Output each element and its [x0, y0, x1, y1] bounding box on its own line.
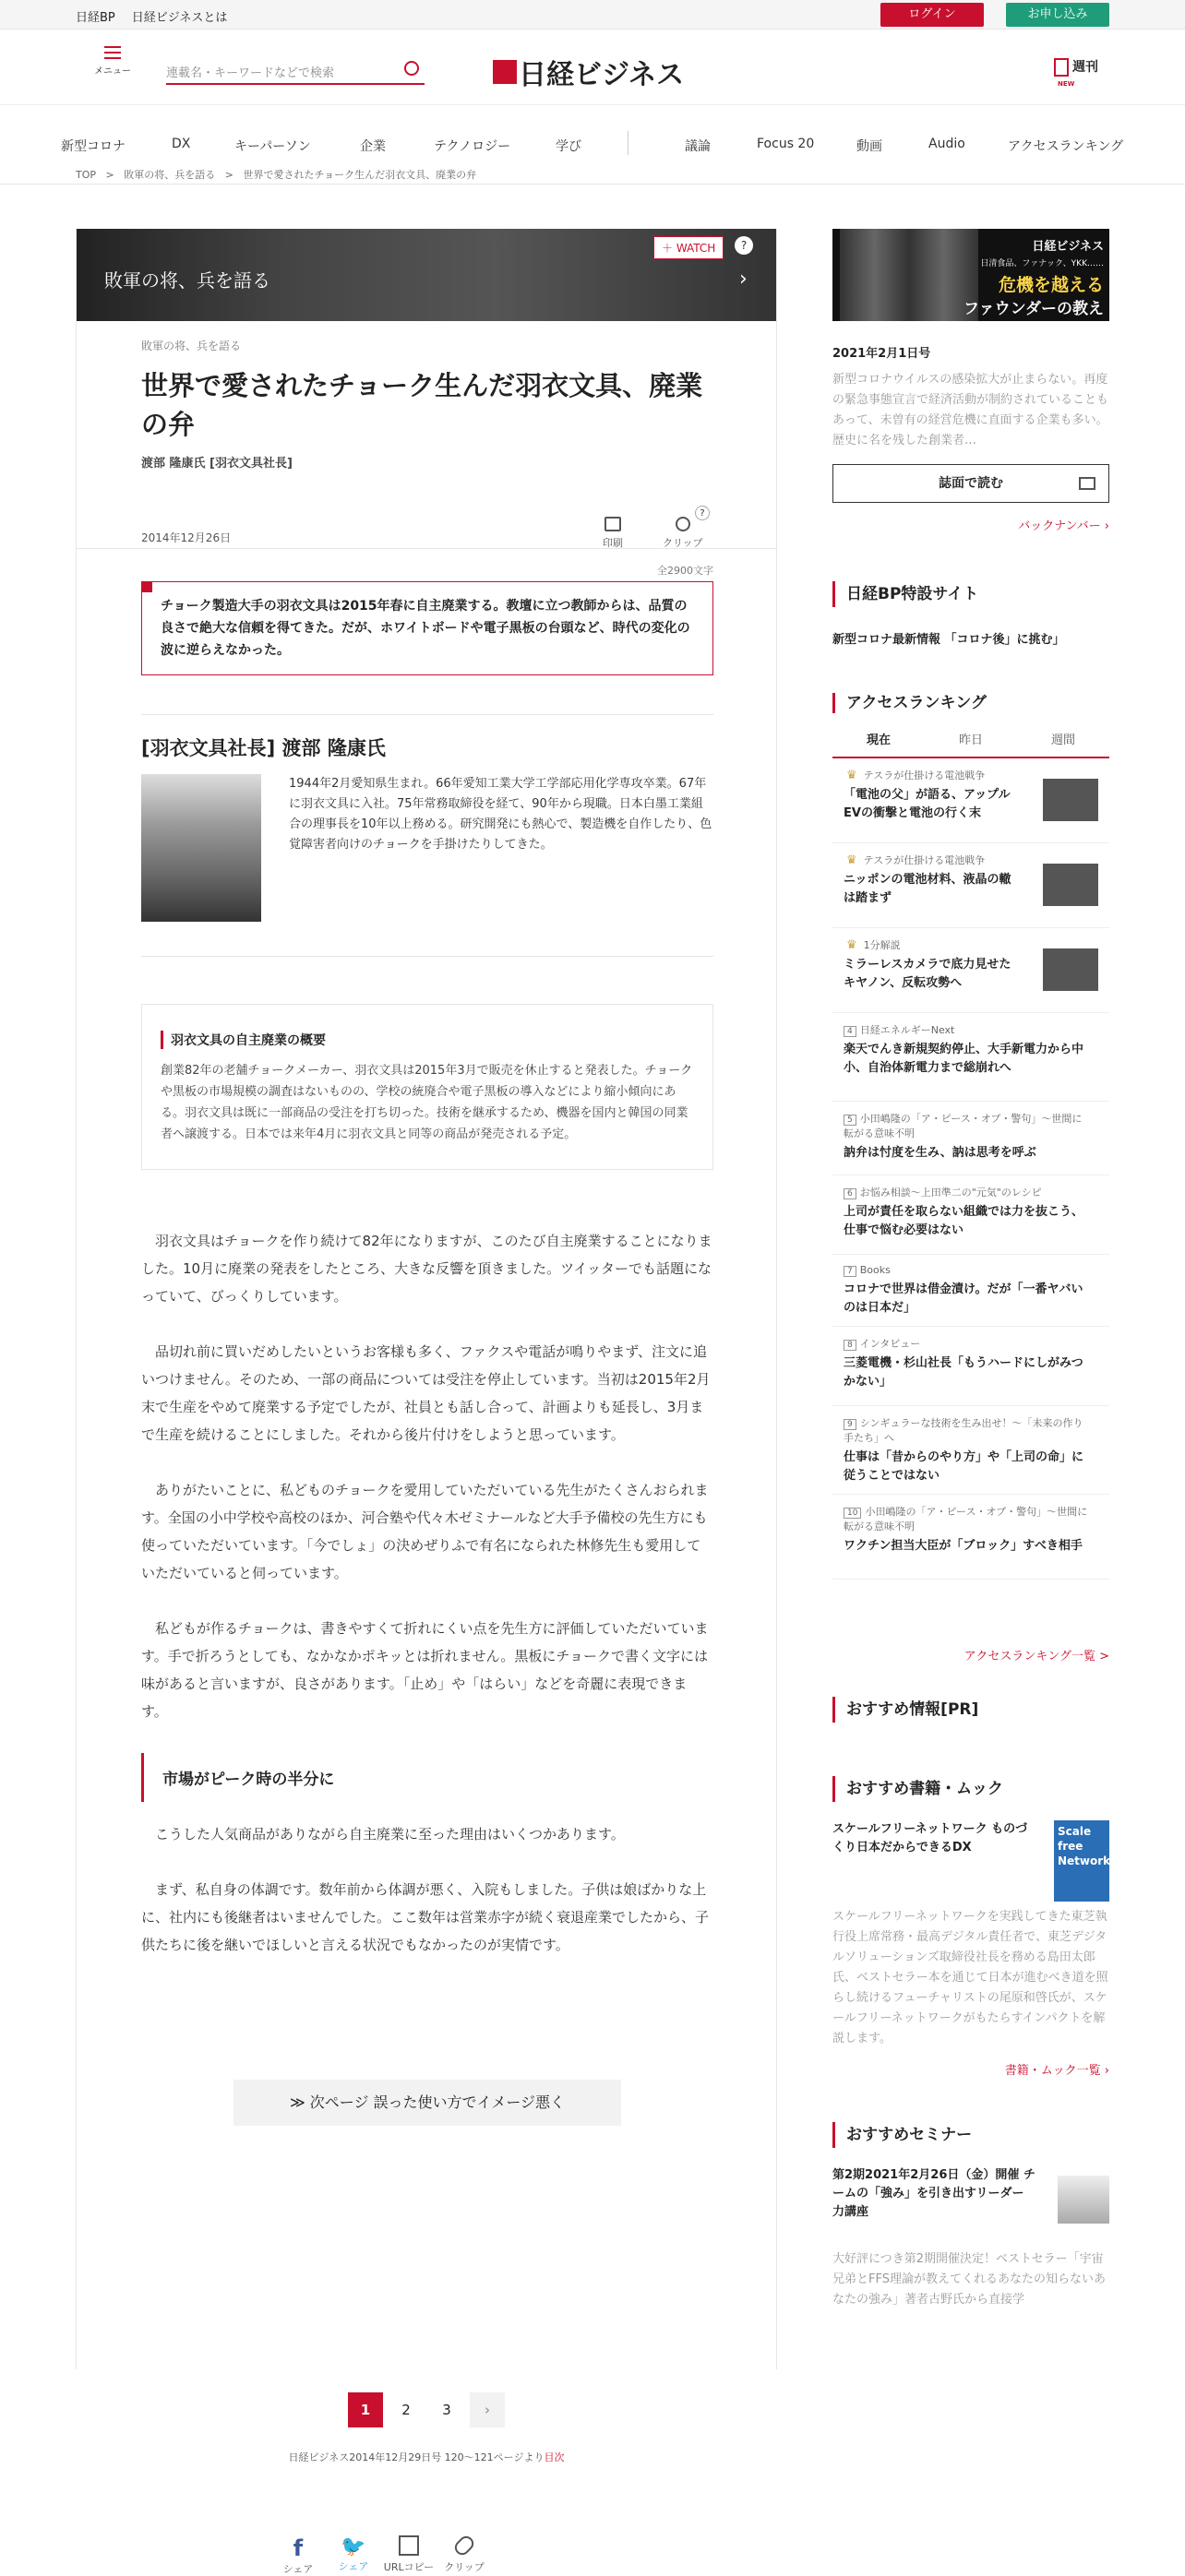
clip-button[interactable]	[663, 517, 703, 550]
sidebar	[832, 229, 1109, 2310]
breadcrumb-top[interactable]: TOP	[76, 169, 97, 181]
book-icon	[1079, 477, 1095, 490]
book-title: スケールフリーネットワーク ものづくり日本だからできるDX	[832, 1822, 1028, 1854]
profile	[141, 714, 713, 922]
summary-title: 羽衣文具の自主廃業の概要	[161, 1031, 694, 1049]
nav-item[interactable]: Audio	[928, 137, 965, 151]
twitter-icon: 🐦	[341, 2535, 366, 2558]
ranking-item[interactable]	[832, 1327, 1109, 1406]
print-label: 印刷	[603, 537, 623, 549]
rank-thumbnail	[1043, 864, 1098, 906]
rank-number: 10	[844, 1508, 861, 1519]
char-count: 全2900文字	[657, 565, 713, 577]
search-input[interactable]	[166, 55, 425, 85]
rank-number: ♛	[846, 938, 857, 952]
ranking-item[interactable]	[832, 1013, 1109, 1102]
tab-now[interactable]: 現在	[866, 733, 891, 747]
profile-photo	[141, 774, 261, 922]
article-column	[76, 229, 777, 2575]
bp-link[interactable]: 新型コロナ最新情報 「コロナ後」に挑む」	[832, 633, 1065, 647]
ranking-item[interactable]	[832, 1255, 1109, 1327]
ranking-item[interactable]	[832, 843, 1109, 928]
clip-label: クリップ	[663, 537, 703, 549]
share-label: シェア	[338, 2560, 369, 2572]
read-button[interactable]	[832, 464, 1109, 503]
site-header	[0, 30, 1185, 105]
page-2[interactable]: 2	[401, 2402, 411, 2418]
weekly-label: 週刊	[1072, 60, 1098, 75]
lead-box	[141, 581, 713, 675]
book-cover: Scale free Network	[1054, 1820, 1109, 1902]
clip-icon	[672, 514, 693, 535]
logo-mark	[493, 60, 517, 84]
share-label: URLコピー	[383, 2561, 435, 2573]
rank-number: ♛	[846, 853, 857, 867]
breadcrumb-sep: >	[105, 169, 114, 181]
next-page-arrow[interactable]: ›	[470, 2392, 505, 2427]
backnumber-label: バックナンバー	[1018, 519, 1101, 533]
ranking-tabs	[832, 721, 1109, 758]
nav-item[interactable]: テクノロジー	[434, 139, 511, 154]
search-placeholder: 連載名・キーワードなどで検索	[166, 66, 335, 80]
ad-photo	[840, 229, 978, 321]
breadcrumb	[76, 167, 476, 182]
book-item[interactable]	[832, 1820, 1109, 1903]
nav-item[interactable]: 議論	[685, 139, 711, 154]
series-banner[interactable]	[77, 229, 776, 321]
share-twitter[interactable]	[326, 2535, 381, 2573]
rank-title: 仕事は「昔からのやり方」や「上司の命」に従うことではない	[844, 1450, 1084, 1483]
ranking-item[interactable]	[832, 1102, 1109, 1175]
seminar-text: 大好評につき第2期開催決定！ベストセラー「宇宙兄弟とFFS理論が教えてくれるあなたの知らないあなたの強み」著者古野氏から直接学	[832, 2252, 1106, 2307]
rank-number: 4	[844, 1026, 856, 1037]
print-button[interactable]	[603, 517, 623, 550]
profile-name: [羽衣文具社長] 渡部 隆康氏	[141, 737, 386, 759]
login-button[interactable]: ログイン	[880, 3, 984, 27]
paragraph: 品切れ前に買いだめしたいというお客様も多く、ファクスや電話が鳴りやまず、注文に追いつけません。そのため、一部の商品については受注を停止しています。当初は2015年2月末で生産をやめて廃業する予定でしたが、社員とも話し合って、計画よりも延長し、3月まで生産を続けることにしました。それから後片付けをしようと思っています。	[141, 1343, 711, 1443]
rank-title: 「電池の父」が語る、アップルEVの衝撃と電池の行く末	[844, 788, 1011, 820]
nav-item[interactable]: Focus 20	[757, 137, 815, 151]
source-text: 日経ビジネス2014年12月29日号 120～121ページより	[288, 2451, 545, 2463]
rank-thumbnail	[1043, 948, 1098, 991]
share-label: シェア	[282, 2563, 314, 2575]
rank-category: お悩み相談～上田準二の"元気"のレシピ	[859, 1187, 1042, 1199]
issue-cover-ad[interactable]	[832, 229, 1109, 321]
rank-title: ニッポンの電池材料、液晶の轍は踏まず	[844, 873, 1011, 905]
search-icon[interactable]	[404, 61, 419, 76]
ranking-item[interactable]	[832, 1175, 1109, 1255]
seminar-name: 第2期2021年2月26日（金）開催 チームの「強み」を引き出すリーダー力講座	[832, 2168, 1035, 2219]
paragraph: 私どもが作るチョークは、書きやすくて折れにくい点を先生方に評価していただいています。手で折ろうとしても、なかなかポキッとは折れません。黒板にチョークで書く文字には味があると言いますが、良さがあります。「止め」や「はらい」などを奇麗に表現できます。	[141, 1620, 709, 1720]
section-heading: 市場がピーク時の半分に	[141, 1753, 713, 1802]
rank-category: Books	[859, 1264, 891, 1276]
site-logo[interactable]	[493, 52, 684, 92]
rank-number: 8	[844, 1340, 856, 1351]
rank-number: 6	[844, 1188, 856, 1199]
lead-corner	[141, 581, 152, 592]
bp-title: 日経BP特設サイト	[832, 581, 1109, 607]
rank-title: 訥弁は忖度を生み、訥は思考を呼ぶ	[844, 1146, 1036, 1160]
divider	[77, 548, 776, 549]
rank-number: ♛	[846, 769, 857, 782]
backnumber-link[interactable]: バックナンバー ›	[1018, 519, 1109, 533]
help-icon[interactable]: ?	[695, 506, 710, 520]
issue-date: 2021年2月1日号	[832, 347, 931, 361]
rank-thumbnail	[1043, 779, 1098, 821]
tab-yesterday[interactable]: 昨日	[958, 733, 983, 747]
clip-icon	[452, 2534, 477, 2558]
summary-box	[141, 1004, 713, 1170]
source-line	[77, 2450, 776, 2464]
paragraph: こうした人気商品がありながら自主廃業に至った理由はいくつかあります。	[155, 1826, 625, 1843]
hamburger-icon	[104, 46, 121, 59]
breadcrumb-sep: >	[224, 169, 233, 181]
rank-title: コロナで世界は借金漬け。だが「一番ヤバいのは日本だ」	[844, 1282, 1083, 1315]
rank-title: 楽天でんき新規契約停止、大手新電力から中小、自治体新電力まで総崩れへ	[844, 1043, 1084, 1075]
help-icon[interactable]: ?	[735, 236, 753, 255]
pr-title: おすすめ情報[PR]	[832, 1697, 1109, 1723]
top-link-about[interactable]: 日経ビジネスとは	[131, 11, 228, 25]
share-clip[interactable]	[437, 2535, 492, 2574]
paragraph: まず、私自身の体調です。数年前から体調が悪く、入院もしました。子供は娘ばかりな上に、社内にも後継者はいませんでした。ここ数年は営業赤字が続く衰退産業でしたから、子供たちに後を継いでほしいと言える状況でもなかったのが実情です。	[141, 1881, 710, 1953]
books-more-label: 書籍・ムック一覧	[1004, 2064, 1101, 2078]
ranking-item[interactable]	[832, 928, 1109, 1013]
nav-item[interactable]: 動画	[856, 139, 882, 154]
summary-text: 創業82年の老舗チョークメーカー、羽衣文具は2015年3月で販売を休止すると発表した。チョークや黒板の市場規模の調査はないものの、学校の統廃合や電子黒板の導入などにより縮小傾向にある。羽衣文具は既に一部商品の受注を打ち切った。技術を継承するため、機器を国内と韓国の同業者へ譲渡する。日本では来年4月に羽衣文具と同等の商品が発売される予定。	[161, 1064, 693, 1141]
paragraph: ありがたいことに、私どものチョークを愛用していただいている先生がたくさんおられます。全国の小中学校や高校のほか、河合塾や代々木ゼミナールなど大手予備校の先生方にも使っていただいています。「今でしょ」の決めぜりふで有名になられた林修先生も愛用していただいていると伺っています。	[141, 1482, 709, 1581]
next-page-button[interactable]: ≫ 次ページ 誤った使い方でイメージ悪く	[233, 2080, 621, 2126]
books-more-link[interactable]: 書籍・ムック一覧 ›	[1004, 2064, 1109, 2078]
nav-item[interactable]: DX	[172, 137, 191, 151]
page-3[interactable]: 3	[442, 2402, 451, 2418]
ad-sub: 日清食品、ファナック、YKK……	[980, 259, 1104, 268]
rank-title: 上司が責任を取らない組織では力を抜こう、仕事で悩む必要はない	[844, 1205, 1084, 1237]
rank-category: 小田嶋隆の「ア・ピース・オブ・警句」～世間に転がる意味不明	[844, 1113, 1083, 1139]
weekly-link[interactable]	[1054, 57, 1098, 88]
profile-text: 1944年2月愛知県生まれ。66年愛知工業大学工学部応用化学専攻卒業。67年に羽衣文具に入社。75年常務取締役を経て、90年から現職。日本白墨工業組合の理事長を10年以上務める。研究開発にも熱心で、製造機を自作したり、色覚障害者向けのチョークを手掛けたりしてきた。	[289, 777, 712, 852]
nav-item[interactable]: 企業	[360, 139, 386, 154]
toc-link[interactable]: 目次	[544, 2451, 565, 2463]
chevron-right-icon: ›	[739, 268, 748, 291]
share-label: クリップ	[444, 2561, 485, 2573]
rank-title: ミラーレスカメラで底力見せたキヤノン、反転攻勢へ	[844, 958, 1011, 990]
ranking-more-link[interactable]: アクセスランキング一覧 >	[964, 1650, 1109, 1664]
ranking-title: アクセスランキング	[832, 693, 1109, 713]
ad-brand: 日経ビジネス	[1032, 240, 1104, 254]
share-url-copy[interactable]	[381, 2535, 437, 2574]
ranking-list	[832, 758, 1109, 1644]
rank-category: インタビュー	[859, 1338, 921, 1350]
new-badge: NEW	[1058, 80, 1075, 88]
share-facebook[interactable]	[270, 2535, 326, 2576]
rank-number: 5	[844, 1115, 856, 1126]
seminar-title: おすすめセミナー	[832, 2122, 1109, 2148]
link-icon	[399, 2535, 419, 2556]
nav-item[interactable]: キーパーソン	[234, 139, 311, 154]
nav-item[interactable]: 新型コロナ	[61, 139, 126, 154]
rank-category: 日経エネルギーNext	[859, 1024, 955, 1036]
read-label: 誌面で読む	[939, 476, 1003, 491]
breadcrumb-series[interactable]: 敗軍の将、兵を語る	[124, 169, 216, 181]
breadcrumb-current: 世界で愛されたチョーク生んだ羽衣文具、廃業の弁	[243, 169, 477, 181]
tab-week[interactable]: 週間	[1050, 733, 1075, 747]
top-strip	[0, 0, 1185, 30]
ad-title: ファウンダーの教え	[964, 300, 1104, 318]
rank-title: 三菱電機・杉山社長「もうハードにしがみつかない」	[844, 1356, 1083, 1389]
menu-label: メニュー	[94, 66, 131, 77]
rank-number: 7	[844, 1266, 856, 1277]
series-title: 敗軍の将、兵を語る	[104, 269, 270, 292]
facebook-icon: f	[293, 2535, 304, 2561]
rank-category: テスラが仕掛ける電池戦争	[863, 854, 986, 866]
rank-category: シンギュラーな技術を生み出せ！～「未来の作り手たち」へ	[844, 1417, 1083, 1444]
logo-text: 日経ビジネス	[519, 59, 685, 91]
article-date: 2014年12月26日	[141, 531, 232, 544]
seminar-photo	[1058, 2176, 1109, 2224]
rank-category: 小田嶋隆の「ア・ピース・オブ・警句」～世間に転がる意味不明	[844, 1506, 1088, 1532]
menu-button[interactable]	[92, 46, 133, 77]
ranking-item[interactable]	[832, 758, 1109, 843]
ranking-item[interactable]	[832, 1406, 1109, 1495]
magazine-icon	[1054, 58, 1075, 88]
ranking-item[interactable]	[832, 1495, 1109, 1580]
divider	[141, 956, 713, 957]
rank-category: テスラが仕掛ける電池戦争	[863, 769, 986, 781]
rank-title: ワクチン担当大臣が「ブロック」すべき相手	[844, 1539, 1083, 1553]
book-text: スケールフリーネットワークを実践してきた東芝執行役上席常務・最高デジタル責任者で、東芝デジタルソリューションズ取締役社長を務める島田太郎氏、ベストセラー本を通じて日本が進むべき道を照らし続けるフューチャリストの尾原和啓氏が、スケールフリーネットワークがもたらすインパクトを解説します。	[832, 1910, 1108, 2045]
page-1[interactable]: 1	[348, 2392, 383, 2427]
paragraph: 羽衣文具はチョークを作り続けて82年になりますが、このたび自主廃業することになりました。10月に廃業の発表をしたところ、大きな反響を頂きました。ツイッターでも話題になっていて、びっくりしています。	[141, 1233, 712, 1305]
rank-number: 9	[844, 1419, 856, 1430]
rank-category: 1分解説	[863, 939, 901, 951]
print-icon	[604, 517, 621, 531]
lead-text: チョーク製造大手の羽衣文具は2015年春に自主廃業する。教壇に立つ教師からは、品質の良さで絶大な信頼を得てきた。だが、ホワイトボードや電子黒板の台頭など、時代の変化の波に逆らえなかった。	[161, 599, 690, 658]
article-series[interactable]: 敗軍の将、兵を語る	[141, 340, 242, 352]
ad-title: 危機を越える	[998, 275, 1104, 295]
watch-button[interactable]: ＋ WATCH	[653, 236, 724, 259]
seminar-item[interactable]	[832, 2166, 1109, 2240]
nav-item[interactable]: 学び	[556, 139, 581, 154]
issue-text: 新型コロナウイルスの感染拡大が止まらない。再度の緊急事態宣言で経済活動が制約されていることもあって、未曽有の経営危機に直面する企業も多い。歴史に名を残した創業者…	[832, 373, 1109, 447]
books-title: おすすめ書籍・ムック	[832, 1776, 1109, 1802]
article-author: 渡部 隆康氏 [羽衣文具社長]	[141, 457, 293, 471]
article-title: 世界で愛されたチョーク生んだ羽衣文具、廃業の弁	[141, 370, 703, 440]
nav-item[interactable]: アクセスランキング	[1008, 139, 1124, 154]
top-link-nikkeibp[interactable]: 日経BP	[76, 11, 115, 25]
signup-button[interactable]: お申し込み	[1006, 3, 1109, 27]
